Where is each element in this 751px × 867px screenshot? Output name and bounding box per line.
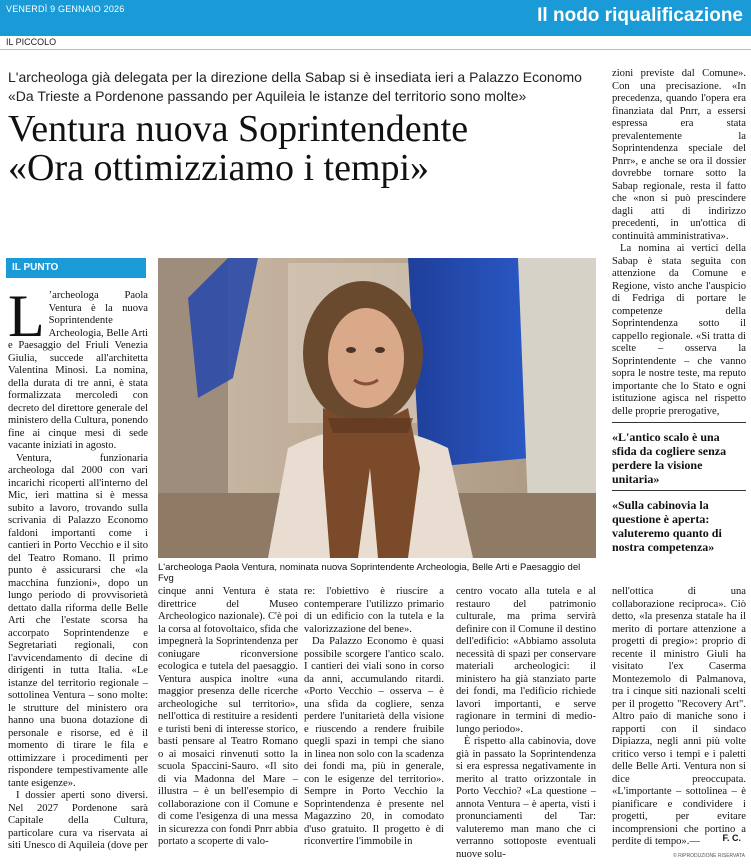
paragraph: I dossier aperti sono diversi. Nel 2027 Pordenone sarà Capitale della Cultura, particolare cura va riservata ai siti Unesco di Aquileia (dove per xyxy=(8,790,148,851)
article-column-3 xyxy=(304,586,444,849)
article-column-4 xyxy=(456,586,596,861)
portrait-illustration xyxy=(158,258,596,558)
paragraph: centro vocato alla tutela e al restauro del patrimonio culturale, ma prima servirà definire con il Comune il destino dell'edificio: «Abbiamo assoluta necessità di spazi per conservare materiali archeologici: il ministero ha già stanziato parte dei fondi, ma l'edificio richiede lavori importanti, e serve ragionare in termini di medio-lungo periodo». xyxy=(456,586,596,735)
paragraph: cinque anni Ventura è stata direttrice del Museo Archeologico nazionale). C'è poi la corsa al fotovoltaico, sfida che impegnerà la Soprintendenza per coniugare riconversione ecologica e tutela del paesaggio. Ventura auspica inoltre «una maggior presenza delle ricerche archeologiche sul territorio», nell'ottica di restituire a residenti e turisti beni di interesse storico, basti pensare al Teatro Romano o ai mosaici rinvenuti sotto la scuola Spaccini-Sauro. «Il sito di via Madonna del Mare – illustra – è un bell'esempio di collaborazione con il Comune e di come l'esigenza di una messa in sicurezza con fondi Pnrr abbia portato a scoperte di valo- xyxy=(158,586,299,847)
section-title: Il nodo riqualificazione xyxy=(537,5,743,26)
issue-date: VENERDÌ 9 GENNAIO 2026 xyxy=(6,4,125,14)
kicker-line-1: L'archeologa già delegata per la direzione della Sabap si è insediata ieri a Palazzo Economo xyxy=(8,69,582,85)
drop-cap: L xyxy=(8,283,45,349)
portrait-photo xyxy=(158,258,596,558)
paragraph: Ventura, funzionaria archeologa dal 2000 con vari incarichi ricoperti all'interno del Mic, ieri mattina si è messa subito a lavoro, trovando sulla scrivania di Palazzo Economo faldoni importanti come i cantieri in Porto Vecchio e il sito del Teatro Romano. Il primo punto è assicurarsi che «la macchina funzioni», dopo un lungo periodo di provvisorietà dettato dalla riforma delle Belle Arti che l'estate scorsa ha accorpato Soprintendenze e Segretariati regionali, con l'avvicendamento di decine di dirigenti in tutta Italia. «Le istanze del territorio regionale – sottolinea Ventura – sono molte: le strutture del ministero ora hanno una buona dotazione di personale e risorse, ed è il momento di tirare le fila e ottimizzare i procedimenti per rispondere tempestivamente alle tante esigenze». xyxy=(8,452,148,789)
paragraph: nell'ottica di una collaborazione reciproca». Ciò detto, «la presenza statale ha il merito di portare attenzione a progetti di pregio»: proprio di recente il ministro Giuli ha visitato l'ex Caserma Montezemolo di Palmanova, tra i cinque siti nazionali scelti per il progetto "Recovery Art". Altro paio di maniche sono i rapporti con il sindaco Dipiazza, negli anni più volte critico verso i tempi e i paletti delle Belle Arti. Ventura non si dice preoccupata. «L'importante – sottolinea – è pianificare e condividere i progetti, per evitare incomprensioni che portino a perdite di tempo».— xyxy=(612,586,746,847)
article-column-2 xyxy=(158,586,298,849)
article-column-6 xyxy=(612,586,746,849)
paragraph: re: l'obiettivo è riuscire a contemperare l'utilizzo primario di un edificio con la tutela e la valorizzazione del bene». xyxy=(304,586,444,635)
section-header-bar xyxy=(0,0,751,36)
quote-divider xyxy=(612,490,746,491)
section-tag xyxy=(6,258,146,278)
section-tag-label: IL PUNTO xyxy=(12,262,59,273)
copyright-notice: © RIPRODUZIONE RISERVATA xyxy=(673,853,745,859)
paragraph: È rispetto alla cabinovia, dove già in passato la Soprintendenza si era espressa negativamente in merito al tratto orizzontale in Porto Vecchio? «La questione – annota Ventura – è aperta, visti i pronunciamenti del Tar: valuteremo man mano che ci verranno sottoposte eventuali nuove solu- xyxy=(456,736,596,860)
headline-line-1: Ventura nuova Soprintendente xyxy=(8,108,469,150)
pull-quote-2: «Sulla cabinovia la questione è aperta: valuteremo quanto di nostra competenza» xyxy=(612,498,722,554)
photo-caption: L'archeologa Paola Ventura, nominata nuova Soprintendente Archeologia, Belle Arti e Paesaggio del Fvg xyxy=(158,562,581,584)
article-column-5 xyxy=(612,68,746,418)
kicker-line-2: «Da Trieste a Pordenone passando per Aquileia le istanze del territorio sono molte» xyxy=(8,88,527,104)
article-headline xyxy=(8,110,608,188)
paragraph: La nomina ai vertici della Sabap è stata seguita con attenzione da Comune e Regione, visto anche l'auspicio di Fedriga di portare le competenze della Soprintendenza sotto il cappello regionale. «Si tratta di scelte – osserva la Soprintendente – che vanno sopra le nostre teste, ma reputo importante che lo Stato e ogni istituzione agisca nel rispetto delle proprie prerogative, xyxy=(612,243,746,417)
paragraph: Da Palazzo Economo è quasi possibile scorgere l'antico scalo. I cantieri dei viali sono in corso da anni, accumulando ritardi. «Porto Vecchio – osserva – è una sfida da cogliere, senza perdere l'unitarietà della visione e riuscendo a rendere fruibile quegli spazi in tempi che siano in linea non solo con la scadenza dei fondi ma, più in generale, con le esigenze del territorio». Sempre in Porto Vecchio la Soprintendenza è presente nel Magazzino 20, in comodato d'uso gratuito. Il progetto è di riconvertire l'immobile in xyxy=(304,636,444,847)
quote-divider xyxy=(612,422,746,423)
pull-quote-1: «L'antico scalo è una sfida da cogliere senza perdere la visione unitaria» xyxy=(612,430,727,486)
headline-line-2: «Ora ottimizziamo i tempi» xyxy=(8,147,430,189)
paper-name: IL PICCOLO xyxy=(6,37,57,47)
paragraph: zioni previste dal Comune». Con una precisazione. «In precedenza, quando l'opera era finanziata dal Pnrr, a essersi espressa era stata prevalentemente la Soprintendenza speciale del Pnrr», e anche se ora il dossier dovrebbe tornare sotto la Sabap regionale, resta il fatto che «non si può prescindere dagli atti di indirizzo precedenti, in un'ottica di continuità amministrativa». xyxy=(612,68,746,242)
lead-paragraph: L ’archeologa Paola Ventura è la nuova Soprintendente Archeologia, Belle Arti e Paesaggio del Friuli Venezia Giulia, succede all'architetta Valentina Minosi. La nomina, della durata di tre anni, è stata formalizzata mercoledì con decreto del direttore generale del ministero della Cultura, ponendo fine ai cinque mesi di sede vacante iniziati in agosto. xyxy=(8,283,148,451)
paper-name-bar xyxy=(0,36,751,50)
author-initials: F. C. xyxy=(722,833,741,843)
article-column-1 xyxy=(8,283,148,853)
